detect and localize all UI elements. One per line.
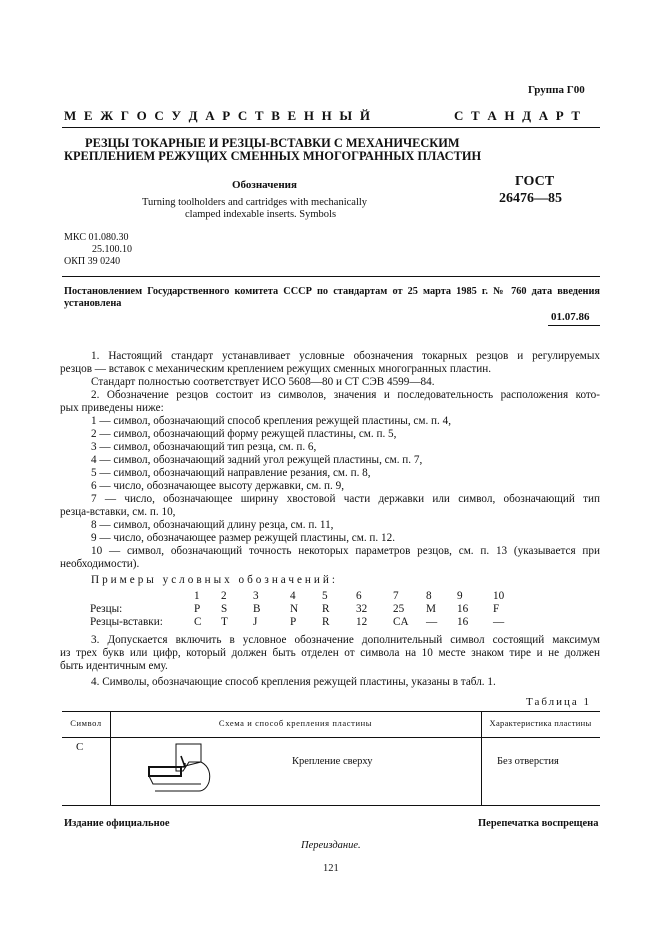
position-cell: 7: [393, 590, 399, 602]
paragraph-3-line-1: 3. Допускается включить в условное обозначение дополнительный символ состоящий максимум: [91, 634, 600, 646]
list-item: 9 — число, обозначающее размер режущей пластины, см. п. 12.: [91, 532, 396, 544]
gost-number: 26476—85: [499, 191, 562, 206]
examples-row-cutters: [90, 603, 529, 616]
english-title-line-1: Turning toolholders and cartridges with mechanically: [142, 197, 368, 208]
list-item: 6 — число, обозначающее высоту державки, см. п. 9,: [91, 480, 345, 492]
top-clamp-scheme-drawing: [145, 740, 217, 796]
mks-code-2: 25.100.10: [92, 244, 132, 255]
value-cell: —: [426, 616, 438, 628]
list-item: 5 — символ, обозначающий направление резания, см. п. 8,: [91, 467, 371, 479]
value-cell: P: [290, 616, 297, 628]
list-item: 4 — символ, обозначающий задний угол режущей пластины, см. п. 7,: [91, 454, 423, 466]
value-cell: R: [322, 603, 330, 615]
table-header-characteristic: Характеристика пластины: [489, 718, 592, 728]
decree-rule: [62, 276, 600, 277]
group-code: Группа Г00: [528, 84, 585, 96]
table-bottom-border: [62, 805, 600, 806]
date-underline: [548, 325, 600, 326]
introduction-date: 01.07.86: [551, 311, 590, 323]
value-cell: F: [493, 603, 500, 615]
value-cell: 32: [356, 603, 368, 615]
examples-table: [90, 590, 529, 629]
value-cell: 12: [356, 616, 368, 628]
list-item-10-line-2: необходимости).: [60, 558, 140, 570]
value-cell: J: [253, 616, 258, 628]
examples-positions-row: [90, 590, 529, 603]
list-item-7-line-1: 7 — число, обозначающее ширину хвостовой части державки или символ, обозначающий тип: [91, 493, 600, 505]
position-cell: 8: [426, 590, 432, 602]
position-cell: 9: [457, 590, 463, 602]
value-cell: S: [221, 603, 228, 615]
value-cell: CA: [393, 616, 409, 628]
value-cell: 25: [393, 603, 405, 615]
list-item: 1 — символ, обозначающий способ крепления режущей пластины, см. п. 4,: [91, 415, 452, 427]
position-cell: 6: [356, 590, 362, 602]
value-cell: —: [493, 616, 505, 628]
okp-code: ОКП 39 0240: [64, 256, 121, 267]
paragraph-3-line-2: из трех букв или цифр, который должен быть отделен от символа на 10 месте знаком тире и не должен: [60, 647, 600, 659]
footer-official-edition: Издание официальное: [64, 818, 170, 829]
list-item-7-line-2: резца-вставки, см. п. 10,: [60, 506, 176, 518]
value-cell: 16: [457, 603, 469, 615]
footer-reissue: Переиздание.: [301, 840, 361, 851]
standard-word: С Т А Н Д А Р Т: [454, 108, 583, 123]
header-rule: [62, 127, 600, 128]
paragraph-4: 4. Символы, обозначающие способ крепления режущей пластины, указаны в табл. 1.: [91, 676, 496, 688]
list-item: 2 — символ, обозначающий форму режущей пластины, см. п. 5,: [91, 428, 397, 440]
value-cell: 16: [457, 616, 469, 628]
position-cell: 3: [253, 590, 259, 602]
row-label: Резцы:: [90, 603, 123, 615]
title-line-1: РЕЗЦЫ ТОКАРНЫЕ И РЕЗЦЫ-ВСТАВКИ С МЕХАНИЧЕСКИМ: [85, 136, 460, 150]
table-header-border: [62, 737, 600, 738]
title-line-2: КРЕПЛЕНИЕМ РЕЖУЩИХ СМЕННЫХ МНОГОГРАННЫХ ПЛАСТИН: [64, 149, 482, 163]
paragraph-1-line-2: резцов — вставок с механическим креплением режущих сменных многогранных пластин.: [60, 363, 492, 375]
table-cell-characteristic: Без отверстия: [497, 756, 559, 767]
value-cell: M: [426, 603, 436, 615]
footer-reprint-prohibited: Перепечатка воспрещена: [478, 818, 599, 829]
decree-line-1: Постановлением Государственного комитета СССР по стандартам от 25 марта 1985 г. № 760 дата введения: [64, 286, 600, 297]
table-caption: Таблица 1: [526, 696, 592, 708]
list-item-10-line-1: 10 — символ, обозначающий точность некоторых параметров резцов, см. п. 13 (указывается при: [91, 545, 600, 557]
table-cell-method: Крепление сверху: [292, 756, 373, 767]
table-header-symbol: Символ: [70, 718, 102, 728]
row-label: Резцы-вставки:: [90, 616, 163, 628]
position-cell: 1: [194, 590, 200, 602]
paragraph-2-line-1: 2. Обозначение резцов состоит из символов, значения и последовательность расположения кото-: [91, 389, 600, 401]
table-header-scheme: Схема и способ крепления пластины: [218, 718, 373, 728]
table-cell-symbol: C: [76, 741, 84, 753]
list-item: 3 — символ, обозначающий тип резца, см. п. 6,: [91, 441, 317, 453]
value-cell: B: [253, 603, 261, 615]
position-cell: 5: [322, 590, 328, 602]
table-top-border: [62, 711, 600, 712]
gost-label: ГОСТ: [515, 174, 555, 189]
value-cell: R: [322, 616, 330, 628]
paragraph-1-standard: Стандарт полностью соответствует ИСО 5608—80 и СТ СЭВ 4599—84.: [91, 376, 435, 388]
value-cell: T: [221, 616, 228, 628]
paragraph-3-line-3: быть идентичным ему.: [60, 660, 168, 672]
subtitle: Обозначения: [232, 179, 297, 191]
page-number: 121: [323, 863, 339, 874]
value-cell: N: [290, 603, 299, 615]
value-cell: P: [194, 603, 201, 615]
value-cell: C: [194, 616, 202, 628]
position-cell: 2: [221, 590, 227, 602]
mks-code-1: МКС 01.080.30: [64, 232, 129, 243]
list-item: 8 — символ, обозначающий длину резца, см. п. 11,: [91, 519, 334, 531]
position-cell: 4: [290, 590, 296, 602]
examples-row-cartridges: [90, 616, 529, 629]
paragraph-1-line-1: 1. Настоящий стандарт устанавливает условные обозначения токарных резцов и регулируемых: [91, 350, 600, 362]
paragraph-2-line-2: рых приведены ниже:: [60, 402, 164, 414]
standard-kind: М Е Ж Г О С У Д А Р С Т В Е Н Н Ы Й: [64, 108, 373, 123]
decree-line-2: установлена: [64, 298, 122, 309]
examples-title: Примеры условных обозначений:: [91, 574, 338, 586]
english-title-line-2: clamped indexable inserts. Symbols: [185, 209, 337, 220]
position-cell: 10: [493, 590, 505, 602]
